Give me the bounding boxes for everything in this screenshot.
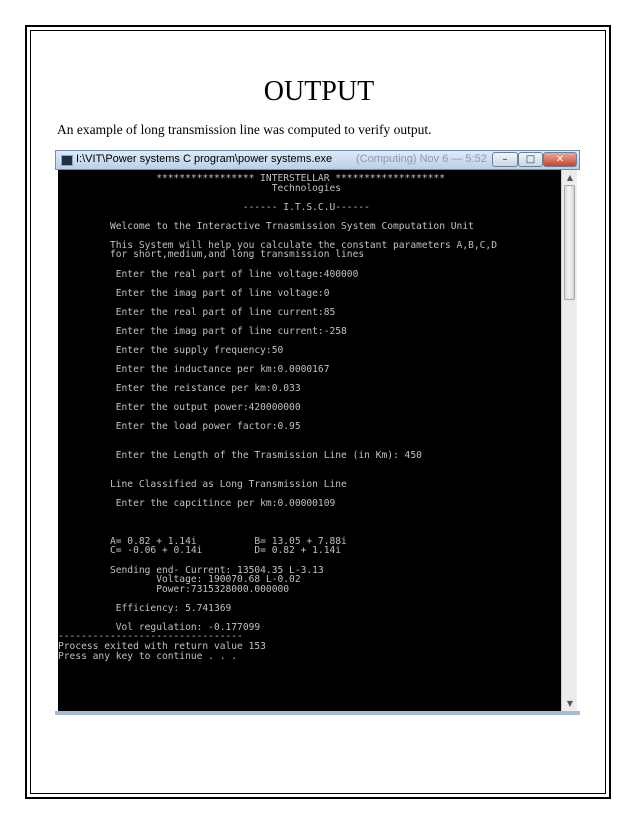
console-line: Enter the real part of line current:85 — [58, 306, 336, 318]
window-titlebar[interactable] — [55, 150, 580, 170]
console-line: Line Classified as Long Transmission Line — [58, 478, 347, 490]
console-line: Enter the capcitince per km:0.00000109 — [58, 497, 336, 509]
console-line: Efficiency: 5.741369 — [58, 602, 232, 614]
close-button[interactable]: ✕ — [543, 152, 577, 167]
window-bottom-edge — [55, 711, 580, 715]
console-line: ------ I.T.S.C.U------ — [58, 201, 370, 213]
console-line: A= 0.82 + 1.14i B= 13.05 + 7.88i — [58, 535, 347, 547]
page-heading: OUTPUT — [263, 76, 375, 107]
console-window[interactable] — [55, 150, 580, 715]
console-line: Vol regulation: -0.177099 — [58, 621, 261, 633]
console-line: ***************** INTERSTELLAR ******************* — [58, 173, 445, 184]
console-line: Power:7315328000.000000 — [58, 583, 290, 595]
console-line: Process exited with return value 153 — [58, 640, 266, 652]
console-line: for short,medium,and long transmission lines — [58, 249, 365, 261]
console-line: Enter the inductance per km:0.0000167 — [58, 364, 330, 375]
console-line: Enter the imag part of line current:-258 — [58, 325, 347, 337]
console-line: Voltage: 190070.68 L-0.02 — [58, 574, 301, 586]
console-line: -------------------------------- — [58, 631, 243, 643]
scrollbar-thumb[interactable] — [564, 185, 575, 300]
minimize-button[interactable]: – — [492, 152, 518, 167]
console-line: Sending end- Current: 13504.35 L-3.13 — [58, 564, 324, 576]
console-line: Enter the reistance per km:0.033 — [58, 383, 301, 395]
console-line: C= -0.06 + 0.14i D= 0.82 + 1.14i — [58, 545, 342, 557]
console-line: Enter the load power factor:0.95 — [58, 421, 301, 433]
vertical-scrollbar[interactable] — [561, 170, 577, 711]
console-line: Enter the imag part of line voltage:0 — [58, 287, 330, 299]
console-line: Press any key to continue . . . — [58, 650, 238, 662]
console-line: Welcome to the Interactive Trnasmission System Computation Unit — [58, 220, 474, 232]
console-line: Enter the real part of line voltage:400000 — [58, 268, 359, 280]
window-title: I:\VIT\Power systems C program\power systems.exe — [76, 153, 333, 165]
console-line: Enter the supply frequency:50 — [58, 344, 284, 356]
console-line: This System will help you calculate the constant parameters A,B,C,D — [58, 239, 497, 251]
maximize-button[interactable]: □ — [518, 152, 543, 167]
console-line: Enter the Length of the Trasmission Line (in Km): 450 — [58, 449, 422, 461]
scroll-up-arrow-icon[interactable]: ▲ — [566, 173, 574, 182]
page-caption: An example of long transmission line was computed to verify output. — [57, 122, 432, 137]
console-output[interactable] — [58, 170, 561, 711]
console-line: Enter the output power:420000000 — [58, 402, 301, 414]
console-app-icon — [61, 155, 73, 166]
console-line: Technologies — [58, 182, 342, 194]
scroll-down-arrow-icon[interactable]: ▼ — [566, 699, 574, 708]
window-title-ghost-text: (Computing) Nov 6 — 5:52 — [356, 153, 487, 165]
